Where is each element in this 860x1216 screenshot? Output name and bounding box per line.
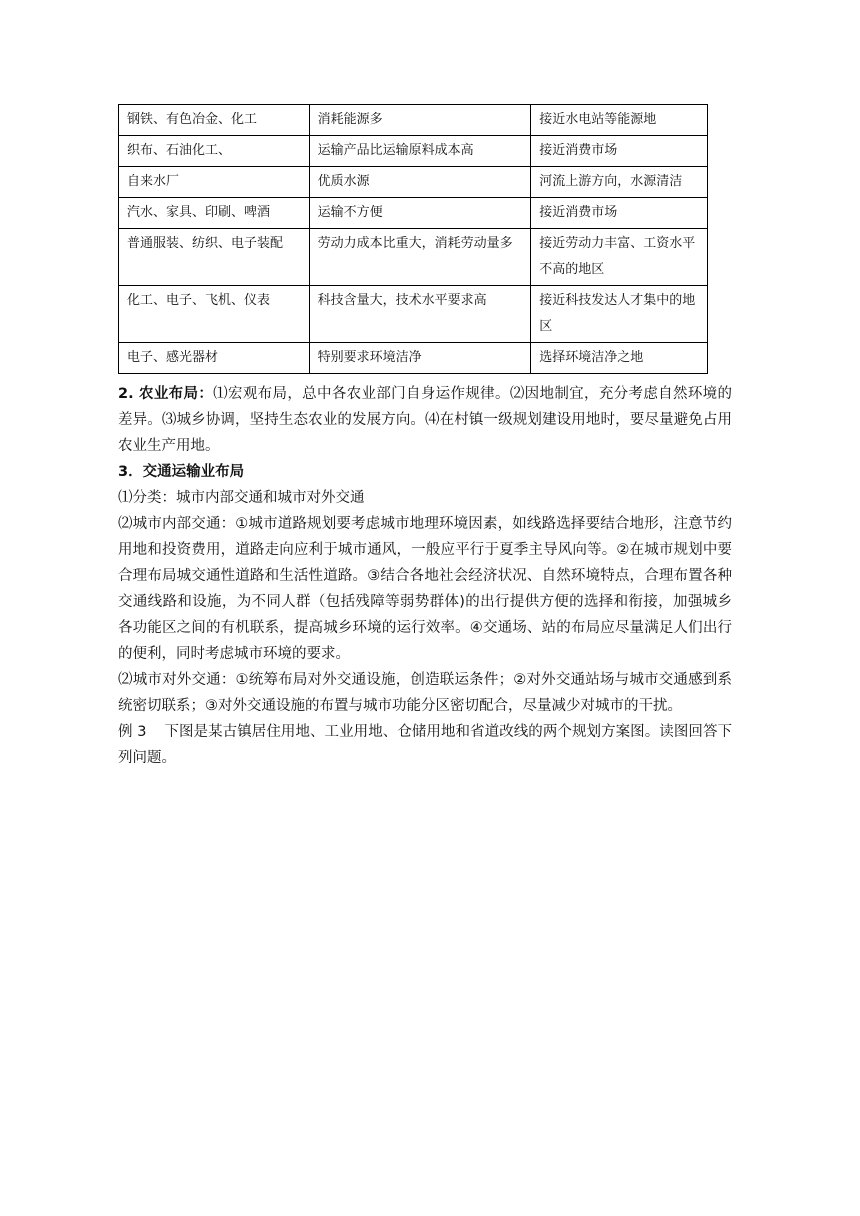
document-body [118, 381, 732, 771]
industry-cell: 汽水、家具、印刷、啤酒 [119, 198, 310, 229]
industry-cell: 织布、石油化工、 [119, 136, 310, 167]
industry-cell: 化工、电子、飞机、仪表 [119, 286, 310, 343]
table-row [119, 105, 708, 136]
location-cell: 接近科技发达人才集中的地区 [531, 286, 708, 343]
table-row [119, 136, 708, 167]
example-label: 例 3 [118, 724, 147, 740]
location-cell: 河流上游方向，水源清洁 [531, 167, 708, 198]
factor-cell: 消耗能源多 [309, 105, 531, 136]
agriculture-paragraph [118, 381, 732, 459]
table-row [119, 343, 708, 374]
transport-heading: 3．交通运输业布局 [118, 464, 245, 480]
example-paragraph [118, 719, 732, 771]
industry-location-table [118, 104, 708, 374]
location-cell: 选择环境洁净之地 [531, 343, 708, 374]
factor-cell: 优质水源 [309, 167, 531, 198]
table-row [119, 229, 708, 286]
industry-cell: 普通服装、纺织、电子装配 [119, 229, 310, 286]
table-row [119, 198, 708, 229]
factor-cell: 特别要求环境洁净 [309, 343, 531, 374]
location-cell: 接近水电站等能源地 [531, 105, 708, 136]
factor-cell: 劳动力成本比重大，消耗劳动量多 [309, 229, 531, 286]
example-text: 下图是某古镇居住用地、工业用地、仓储用地和省道改线的两个规划方案图。读图回答下列问题。 [118, 724, 733, 766]
industry-cell: 钢铁、有色冶金、化工 [119, 105, 310, 136]
transport-external: ⑵城市对外交通：①统筹布局对外交通设施，创造联运条件；②对外交通站场与城市交通感到系统密切联系；③对外交通设施的布置与城市功能分区密切配合，尽量减少对城市的干扰。 [118, 672, 732, 714]
factor-cell: 运输不方便 [309, 198, 531, 229]
transport-internal: ⑵城市内部交通：①城市道路规划要考虑城市地理环境因素，如线路选择要结合地形，注意节约用地和投资费用，道路走向应利于城市通风，一般应平行于夏季主导风向等。②在城市规划中要合理布局城交通性道路和生活性道路。③结合各地社会经济状况、自然环境特点，合理布置各种交通线路和设施，为不同人群（包括残障等弱势群体)的出行提供方便的选择和衔接，加强城乡各功能区之间的有机联系，提高城乡环境的运行效率。④交通场、站的布局应尽量满足人们出行的便利，同时考虑城市环境的要求。 [118, 516, 732, 662]
location-cell: 接近消费市场 [531, 198, 708, 229]
location-cell: 接近劳动力丰富、工资水平不高的地区 [531, 229, 708, 286]
agriculture-heading: 2. 农业布局： [118, 386, 214, 402]
transport-classification: ⑴分类：城市内部交通和城市对外交通 [118, 490, 365, 506]
location-cell: 接近消费市场 [531, 136, 708, 167]
factor-cell: 运输产品比运输原料成本高 [309, 136, 531, 167]
industry-cell: 电子、感光器材 [119, 343, 310, 374]
agriculture-text: ⑴宏观布局，总中各农业部门自身运作规律。⑵因地制宜，充分考虑自然环境的差异。⑶城乡协调，坚持生态农业的发展方向。⑷在村镇一级规划建设用地时，要尽量避免占用农业生产用地。 [118, 386, 732, 454]
industry-cell: 自来水厂 [119, 167, 310, 198]
table-row [119, 286, 708, 343]
table-row [119, 167, 708, 198]
factor-cell: 科技含量大，技术水平要求高 [309, 286, 531, 343]
